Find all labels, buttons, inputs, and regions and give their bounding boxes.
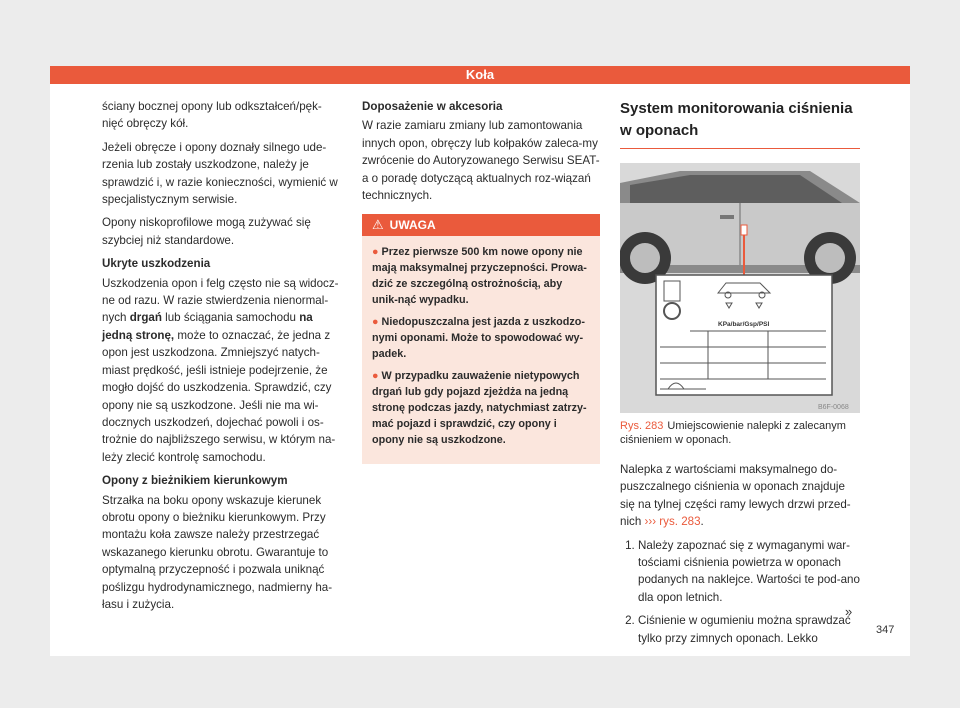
- heading-directional-tyres: Opony z bieżnikiem kierunkowym: [102, 474, 288, 488]
- paragraph: ściany bocznej opony lub odkształceń/pęk-nięć obręczy kół.: [102, 100, 322, 131]
- page-header: Koła: [50, 66, 910, 84]
- column-middle: [362, 98, 600, 464]
- column-right: [620, 98, 860, 653]
- paragraph-accessories: W razie zamiaru zmiany lub zamontowania innych opon, obręczy lub kołpaków zaleca-my zwrócenie do Autoryzowanego Serwisu SEAT-a o poradę dotyczącą aktualnych roz-wiązań technicznych.: [362, 119, 600, 203]
- figure-code: B6F-0068: [818, 404, 849, 411]
- list-item: 1. Należy zapoznać się z wymaganymi war-tościami ciśnienia powietrza w oponach podanych na naklejce. Wartości te pod-ano dla opon letnich.: [638, 537, 860, 607]
- instruction-list: [620, 537, 860, 647]
- paragraph-label-location: Nalepka z wartościami maksymalnego do-puszczalnego ciśnienia w oponach znajduje się na tylnej części ramy lewych drzwi przed-nich ››› rys. 283.: [620, 463, 851, 529]
- warning-body: [362, 236, 600, 464]
- warning-box: [362, 214, 600, 464]
- figure-tyre-pressure-label: [620, 163, 860, 413]
- heading-hidden-damage: Ukryte uszkodzenia: [102, 257, 211, 271]
- bullet-icon: ●: [372, 246, 379, 259]
- warning-item: ● Niedopuszczalna jest jazda z uszkodzo-nymi oponami. Może to spowodować wy-padek.: [372, 316, 585, 361]
- bullet-icon: ●: [372, 316, 379, 329]
- car-door-illustration: [620, 163, 860, 413]
- label-units-text: KPa/bar/Gsp/PSI: [718, 321, 770, 328]
- continue-arrow-icon: »: [845, 604, 853, 619]
- column-left: [102, 98, 340, 619]
- list-item: 2. Ciśnienie w ogumieniu można sprawdzać tylko przy zimnych oponach. Lekko: [638, 612, 860, 647]
- section-title: System monitorowania ciśnienia w oponach: [620, 98, 860, 149]
- figure-caption: Rys. 283 Umiejscowienie nalepki z zalecanym ciśnieniem w oponach.: [620, 420, 846, 446]
- heading-accessories: Doposażenie w akcesoria: [362, 100, 503, 113]
- warning-item: ● W przypadku zauważenie nietypowych drgań lub gdy pojazd zjeżdża na jedną stronę podczas jazdy, natychmiast zatrzy-mać pojazd i sprawdzić, czy opony i opony nie są uszkodzone.: [372, 370, 587, 447]
- warning-header: ⚠ UWAGA: [362, 214, 600, 236]
- paragraph-directional: Strzałka na boku opony wskazuje kierunek obrotu opony o bieżniku kierunkowym. Przy montażu koła zawsze należy przestrzegać wskazanego kierunku obrotu. Gwarantuje to optymalną przyczepność i pozwala uniknąć poślizgu hydrodynamicznego, nadmierny ha-łasu i zużycia.: [102, 493, 333, 611]
- bullet-icon: ●: [372, 370, 379, 383]
- warning-item: ● Przez pierwsze 500 km nowe opony nie mają maksymalnej przyczepności. Prowa-dzić ze szczególną ostrożnością, aby unik-nąć wypadku.: [372, 246, 587, 307]
- figure-number: Rys. 283: [620, 420, 664, 432]
- paragraph: Jeżeli obręcze i opony doznały silnego ude-rzenia lub zostały uszkodzone, należy je sprawdzić i, w razie konieczności, wymienić w specjalistycznym serwisie.: [102, 140, 338, 207]
- figure-reference-link[interactable]: ››› rys. 283: [644, 515, 701, 529]
- page-number: 347: [876, 624, 895, 636]
- warning-triangle-icon: ⚠: [372, 217, 384, 233]
- paragraph-hidden-damage: Uszkodzenia opon i felg często nie są widocz-ne od razu. W razie stwierdzenia nienormal-nych drgań lub ściągania samochodu na jedną stronę, może to oznaczać, że jedna z opon jest uszkodzona. Zmniejszyć natych-miast prędkość, jeśli istnieje podejrzenie, że mogło dojść do uszkodzenia. Sprawdzić, czy opony nie są uszkodzone. Jeśli nie ma wi-docznych uszkodzeń, dojechać powoli i os-trożnie do najbliższego serwisu, w którym na-leży zlecić kontrolę samochodu.: [102, 276, 339, 464]
- paragraph: Opony niskoprofilowe mogą zużywać się szybciej niż standardowe.: [102, 216, 311, 247]
